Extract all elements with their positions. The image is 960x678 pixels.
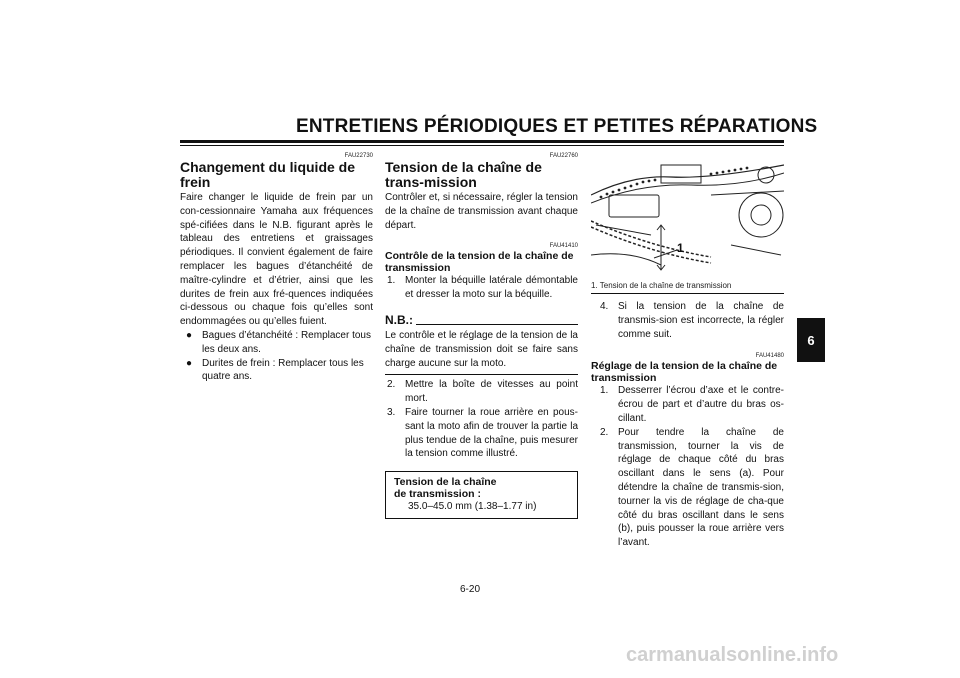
subsection-code: FAU41480 [755,353,784,360]
nb-heading [385,313,578,327]
step-item: 1. Monter la béquille latérale démontable et dresser la moto sur la béquille. [387,275,578,301]
section-code: FAU22730 [344,153,373,159]
bullet-icon: ● [186,357,193,369]
subsection-heading: Contrôle de la tension de la chaîne de transmission [385,250,574,275]
step-item: 1. Desserrer l’écrou d’axe et le contre-écrou de part et d’autre du bras os-cillant. [600,385,784,424]
spec-box [385,471,578,519]
section-heading: Tension de la chaîne de trans-mission [385,159,542,190]
bullet-item: ● Bagues d’étanchéité : Remplacer tous les deux ans. [180,329,373,357]
chapter-tab: 6 [797,318,825,362]
bullet-item: ● Durites de frein : Remplacer tous les quatre ans. [180,357,373,385]
spec-value: 35.0–45.0 mm (1.38–1.77 in) [408,501,537,513]
step-item: 3. Faire tourner la roue arrière en pous-sant la moto afin de trouver la partie la plus tendue de la chaîne, puis mesurer la tension comme illustré. [387,406,578,460]
chain-figure [591,155,784,277]
step-item: 4. Si la tension de la chaîne de transmis-sion est incorrecte, la régler comme suit. [600,301,784,340]
section-body: Faire changer le liquide de frein par un con-cessionnaire Yamaha aux fréquences spé-cifiées dans le N.B. figurant après le tableau des entretiens et graissages périodiques. Il convient également de faire remplacer les bagues d’étanchéité de maître-cylindre et d’étrier, ainsi que les durites de frein aux fré-quences indiquées ci-dessous ou chaque fois qu’elles sont endommagées ou qu’elles fuient. [180,192,373,328]
left-column [180,153,373,384]
section-heading: Changement du liquide de frein [180,159,356,190]
step-item: 2. Mettre la boîte de vitesses au point mort. [387,379,578,405]
middle-column [385,153,578,519]
section-intro: Contrôler et, si nécessaire, régler la tension de la chaîne de transmission avant chaque départ. [385,192,578,231]
subsection-code: FAU41410 [549,243,578,250]
step-item: 2. Pour tendre la chaîne de transmission, tourner la vis de réglage de chaque côté du bras oscillant dans le sens (a). Pour détendre la chaîne de transmis-sion, tourner la vis de réglage de cha-que côté du bras oscillant dans le sens (b), puis pousser la roue arrière vers l’avant. [600,426,784,549]
figure-caption: 1. Tension de la chaîne de transmission [591,281,732,290]
bullet-icon: ● [186,329,193,341]
header-rule-thick [180,140,784,143]
nb-text: Le contrôle et le réglage de la tension de la chaîne de transmission doit se faire sans charge aucune sur la moto. [385,329,578,369]
right-column [591,300,784,550]
section-code: FAU22760 [549,153,578,159]
subsection-heading: Réglage de la tension de la chaîne de transmission [591,360,778,385]
figure-caption-rule [591,293,784,294]
spec-title: Tension de la chaîne de transmission : [394,476,497,501]
nb-rule [416,324,578,325]
nb-label: N.B.: [385,312,413,327]
figure-callout: 1 [677,241,684,255]
page-header-title: ENTRETIENS PÉRIODIQUES ET PETITES RÉPARATIONS [296,116,818,137]
watermark: carmanualsonline.info [626,644,839,666]
page-number: 6-20 [460,584,481,595]
header-rule-thin [180,145,784,146]
nb-end-rule [385,374,578,375]
